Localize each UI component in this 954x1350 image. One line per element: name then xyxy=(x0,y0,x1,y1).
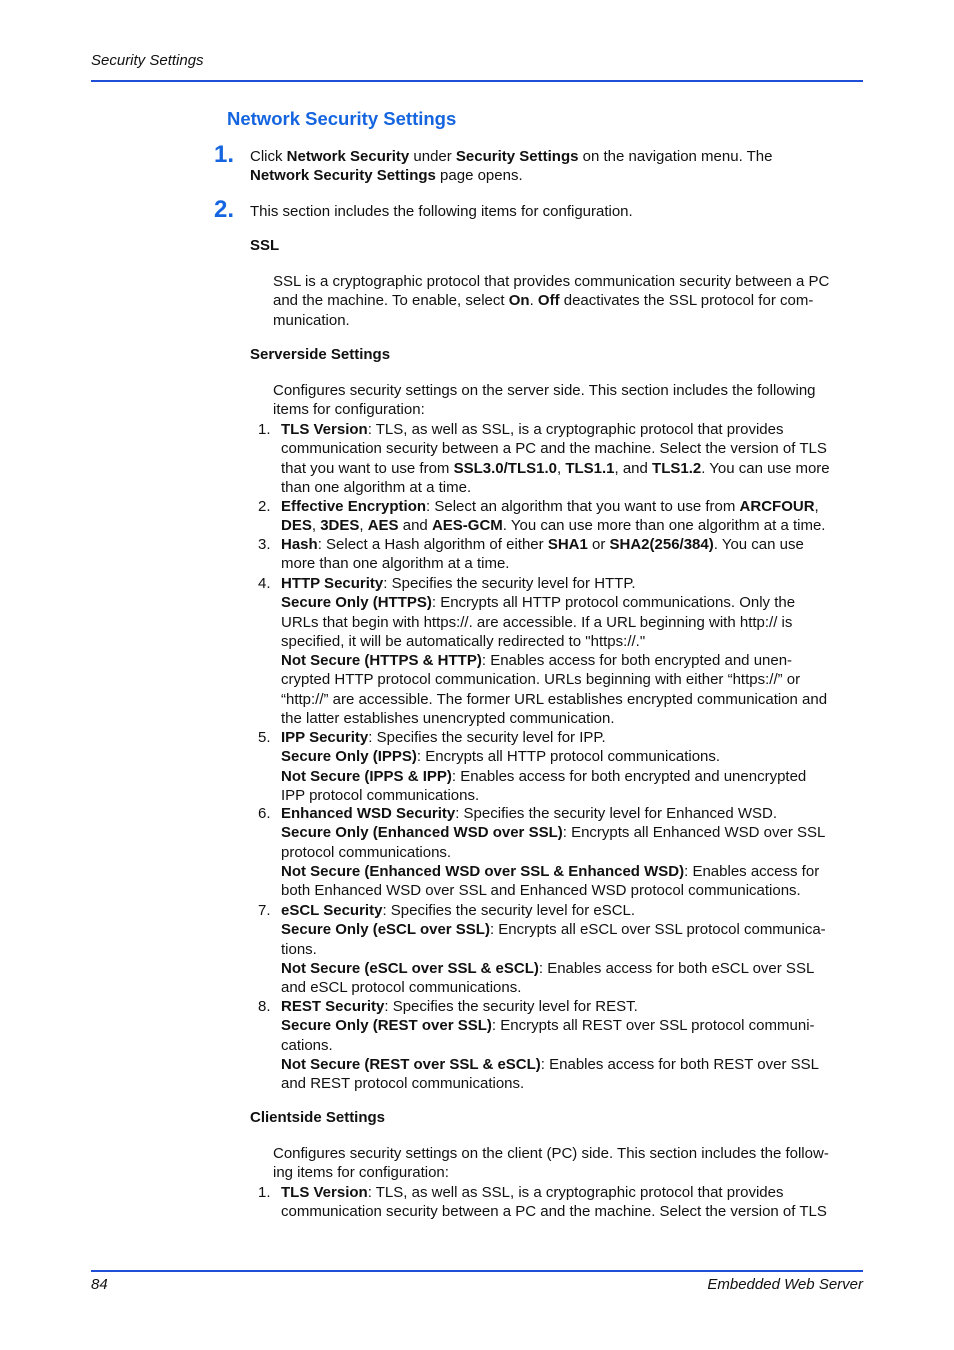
server-item-8: 8. REST Security: Specifies the security level for REST. Secure Only (REST over SSL): Encrypts all REST over SSL protocol communi- cations. Not Secure (REST over SSL & eSCL): Enables access for both REST over SSL and REST protocol communications. xyxy=(258,998,819,1093)
clientside-heading: Clientside Settings xyxy=(250,1109,386,1126)
footer-doc-title: Embedded Web Server xyxy=(707,1276,863,1293)
footer-rule xyxy=(91,1270,863,1272)
server-item-2: 2. Effective Encryption: Select an algorithm that you want to use from ARCFOUR, DES, 3DES, AES and AES-GCM. You can use more than one algorithm at a time. xyxy=(258,498,826,535)
running-header: Security Settings xyxy=(91,52,204,69)
step-2-number: 2. xyxy=(214,196,235,223)
serverside-intro: Configures security settings on the server side. This section includes the following items for configuration: xyxy=(273,382,816,419)
ssl-body: SSL is a cryptographic protocol that provides communication security between a PC and the machine. To enable, select On. Off deactivates the SSL protocol for com- munication. xyxy=(273,273,830,329)
step-1-text: Click Network Security under Security Settings on the navigation menu. The Network Security Settings page opens. xyxy=(250,148,773,185)
step-1-number: 1. xyxy=(214,141,235,168)
serverside-heading: Serverside Settings xyxy=(250,346,391,363)
header-rule xyxy=(91,80,863,82)
page-number: 84 xyxy=(91,1276,108,1293)
server-item-1: 1. TLS Version: TLS, as well as SSL, is a cryptographic protocol that provides communication security between a PC and the machine. Select the version of TLS that you want to use from SSL3.0/TLS1.0, TLS1.1, and TLS1.2. You can use more than one algorithm at a time. xyxy=(258,421,830,496)
section-title: Network Security Settings xyxy=(227,108,457,129)
server-item-7: 7. eSCL Security: Specifies the security level for eSCL. Secure Only (eSCL over SSL): Encrypts all eSCL over SSL protocol communica- tions. Not Secure (eSCL over SSL & eSCL): Enables access for both eSCL over SSL and eSCL protocol communications. xyxy=(258,902,826,997)
client-item-1: 1. TLS Version: TLS, as well as SSL, is a cryptographic protocol that provides communication security between a PC and the machine. Select the version of TLS xyxy=(258,1184,827,1221)
clientside-intro: Configures security settings on the client (PC) side. This section includes the follow- ing items for configuration: xyxy=(273,1145,829,1182)
server-item-4: 4. HTTP Security: Specifies the security level for HTTP. Secure Only (HTTPS): Encrypts all HTTP protocol communications. Only the URLs that begin with https://. are accessible. If a URL beginning with http:// is specified, it will be automatically redirected to "https://." Not Secure (HTTPS & HTTP): Enables access for both encrypted and unen- crypted HTTP protocol communication. URLs beginning with either “https://” or “http://” are accessible. The former URL establishes encrypted communication and the latter establishes unencrypted communication. xyxy=(258,575,828,728)
step-2-text: This section includes the following items for configuration. xyxy=(250,203,633,220)
server-item-6: 6. Enhanced WSD Security: Specifies the security level for Enhanced WSD. Secure Only (Enhanced WSD over SSL): Encrypts all Enhanced WSD over SSL protocol communications. Not Secure (Enhanced WSD over SSL & Enhanced WSD): Enables access for both Enhanced WSD over SSL and Enhanced WSD protocol communications. xyxy=(258,805,826,900)
server-item-3: 3. Hash: Select a Hash algorithm of either SHA1 or SHA2(256/384). You can use more than one algorithm at a time. xyxy=(258,536,804,573)
server-item-5: 5. IPP Security: Specifies the security level for IPP. Secure Only (IPPS): Encrypts all HTTP protocol communications. Not Secure (IPPS & IPP): Enables access for both encrypted and unencrypted IPP protocol communications. xyxy=(258,729,807,804)
ssl-heading: SSL xyxy=(250,237,280,254)
